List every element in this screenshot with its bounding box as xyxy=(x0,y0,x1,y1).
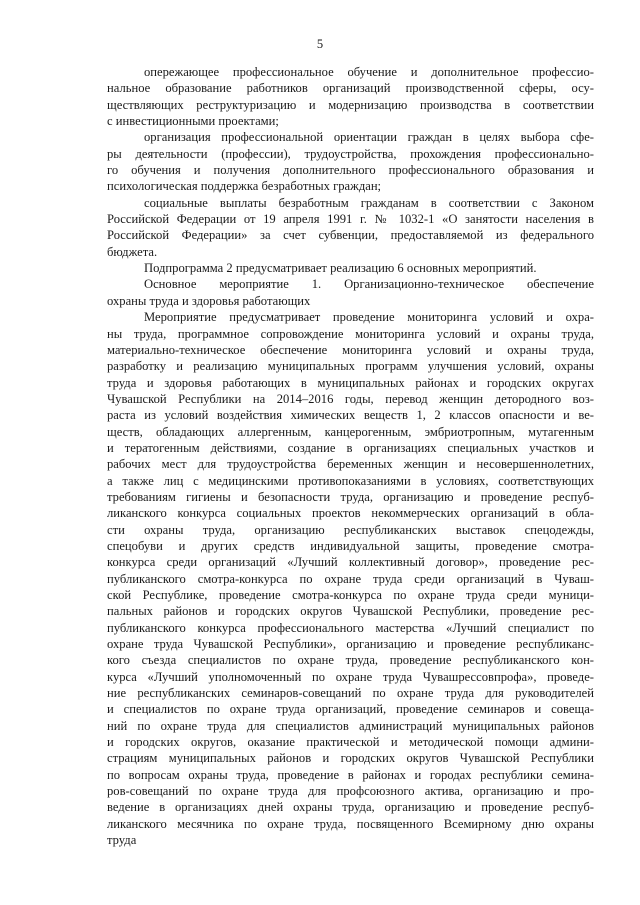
text-line: страциям муниципальных районов и городских округов Чувашской Республики xyxy=(107,751,594,766)
text-line: и тератогенным действиями, создание в организациях специальных участков и xyxy=(107,440,594,455)
text-line: Чувашской Республики на 2014–2016 годы, перевод женщин детородного воз- xyxy=(107,391,594,406)
text-line: материально-техническое обеспечение мониторинга условий и охраны труда, xyxy=(107,342,594,357)
text-line: ны труда, программное сопровождение мониторинга условий и охраны труда, xyxy=(107,326,594,341)
text-line: и специалистов по охране труда организаций, проведение семинаров и совеща- xyxy=(107,702,594,717)
paragraph xyxy=(107,309,594,848)
text-line: Подпрограмма 2 предусматривает реализацию 6 основных мероприятий. xyxy=(144,261,537,276)
text-line: публиканского конкурса профессионального мастерства «Лучший специалист по xyxy=(107,620,594,635)
text-line: психологическая поддержка безработных граждан; xyxy=(107,179,382,194)
text-line: Российской Федерации от 19 апреля 1991 г. № 1032-1 «О занятости населения в xyxy=(107,212,594,227)
text-line: нальное образование работников организаций производственной сферы, осу- xyxy=(107,81,594,96)
text-line: и городских округов, оказание практической и методической помощи админи- xyxy=(107,735,594,750)
text-line: ской Республике, проведение смотра-конкурса по охране труда среди муници- xyxy=(107,588,594,602)
text-line: ведение в организациях дней охраны труда, организацию и проведение респуб- xyxy=(107,800,594,815)
text-line: охраны труда и здоровья работающих xyxy=(107,293,311,308)
document-body xyxy=(107,64,594,849)
text-line: Мероприятие предусматривает проведение мониторинга условий и охра- xyxy=(144,310,594,325)
paragraph xyxy=(107,129,594,194)
text-line: Российской Федерации» за счет субвенции, предоставляемой из федерального xyxy=(107,228,594,243)
text-line: кого съезда специалистов по охране труда, проведение республиканского кон- xyxy=(107,653,594,668)
text-line: ществ, обладающих аллергенным, канцерогенным, эмбриотропным, мутагенным xyxy=(107,424,594,439)
text-line: ликанского конкурса социальных проектов некоммерческих организаций в обла- xyxy=(107,506,594,521)
text-line: раста из условий воздействия химических веществ 1, 2 классов опасности и ве- xyxy=(107,408,594,423)
text-line: с инвестиционными проектами; xyxy=(107,114,279,129)
text-line: опережающее профессиональное обучение и дополнительное профессио- xyxy=(144,65,594,79)
text-line: бюджета. xyxy=(107,244,158,259)
text-line: труда xyxy=(107,833,137,848)
text-line: разработку и реализацию муниципальных программ улучшения условий, охраны xyxy=(107,359,594,374)
text-line: организация профессиональной ориентации граждан в целях выбора сфе- xyxy=(144,130,594,145)
text-line: по вопросам охраны труда, проведение в районах и городах республики семина- xyxy=(107,767,594,782)
text-line: го обучения и получения дополнительного профессионального образования и xyxy=(107,163,594,178)
text-line: требованиям гигиены и безопасности труда, организацию и проведение респуб- xyxy=(107,489,594,504)
text-line: ры деятельности (профессии), трудоустройства, прохождения профессионально- xyxy=(107,146,594,161)
paragraph xyxy=(107,64,594,129)
text-line: пальных районов и городских округов Чувашской Республики, проведение рес- xyxy=(107,604,594,619)
paragraph xyxy=(107,260,594,276)
text-line: спецобуви и других средств индивидуальной защиты, проведение смотра- xyxy=(107,538,594,553)
page-number: 5 xyxy=(316,37,324,51)
text-line: курса «Лучший уполномоченный по охране труда Чувашрессовпрофа», проведе- xyxy=(107,669,594,684)
text-line: сти охраны труда, организацию республиканских выставок спецодежды, xyxy=(107,522,594,537)
text-line: ликанского месячника по охране труда, посвященного Всемирному дню охраны xyxy=(107,816,594,831)
text-line: социальные выплаты безработным гражданам в соответствии с Законом xyxy=(144,195,594,210)
text-line: а также лиц с медицинскими противопоказаниями в условиях, соответствующих xyxy=(107,473,594,488)
paragraph xyxy=(107,276,594,309)
text-line: публиканского смотра-конкурса по охране труда среди организаций в Чуваш- xyxy=(107,571,594,586)
text-line: труда и здоровья работающих в муниципальных районах и городских округах xyxy=(107,375,594,390)
text-line: конкурса среди организаций «Лучший коллективный договор», проведение рес- xyxy=(107,555,594,570)
text-line: рабочих мест для трудоустройства беременных женщин и несовершеннолетних, xyxy=(107,457,594,472)
text-line: ров-совещаний по охране труда для профсоюзного актива, организацию и про- xyxy=(107,784,594,799)
text-line: ний по охране труда для специалистов администраций муниципальных районов xyxy=(107,718,594,733)
text-line: ние республиканских семинаров-совещаний по охране труда для руководителей xyxy=(107,686,594,701)
text-line: охране труда Чувашской Республики», организацию и проведение республиканс- xyxy=(107,637,594,652)
text-line: Основное мероприятие 1. Организационно-техническое обеспечение xyxy=(144,277,594,292)
text-line: ществляющих реструктуризацию и модернизацию производства в соответствии xyxy=(107,97,594,112)
paragraph xyxy=(107,195,594,260)
